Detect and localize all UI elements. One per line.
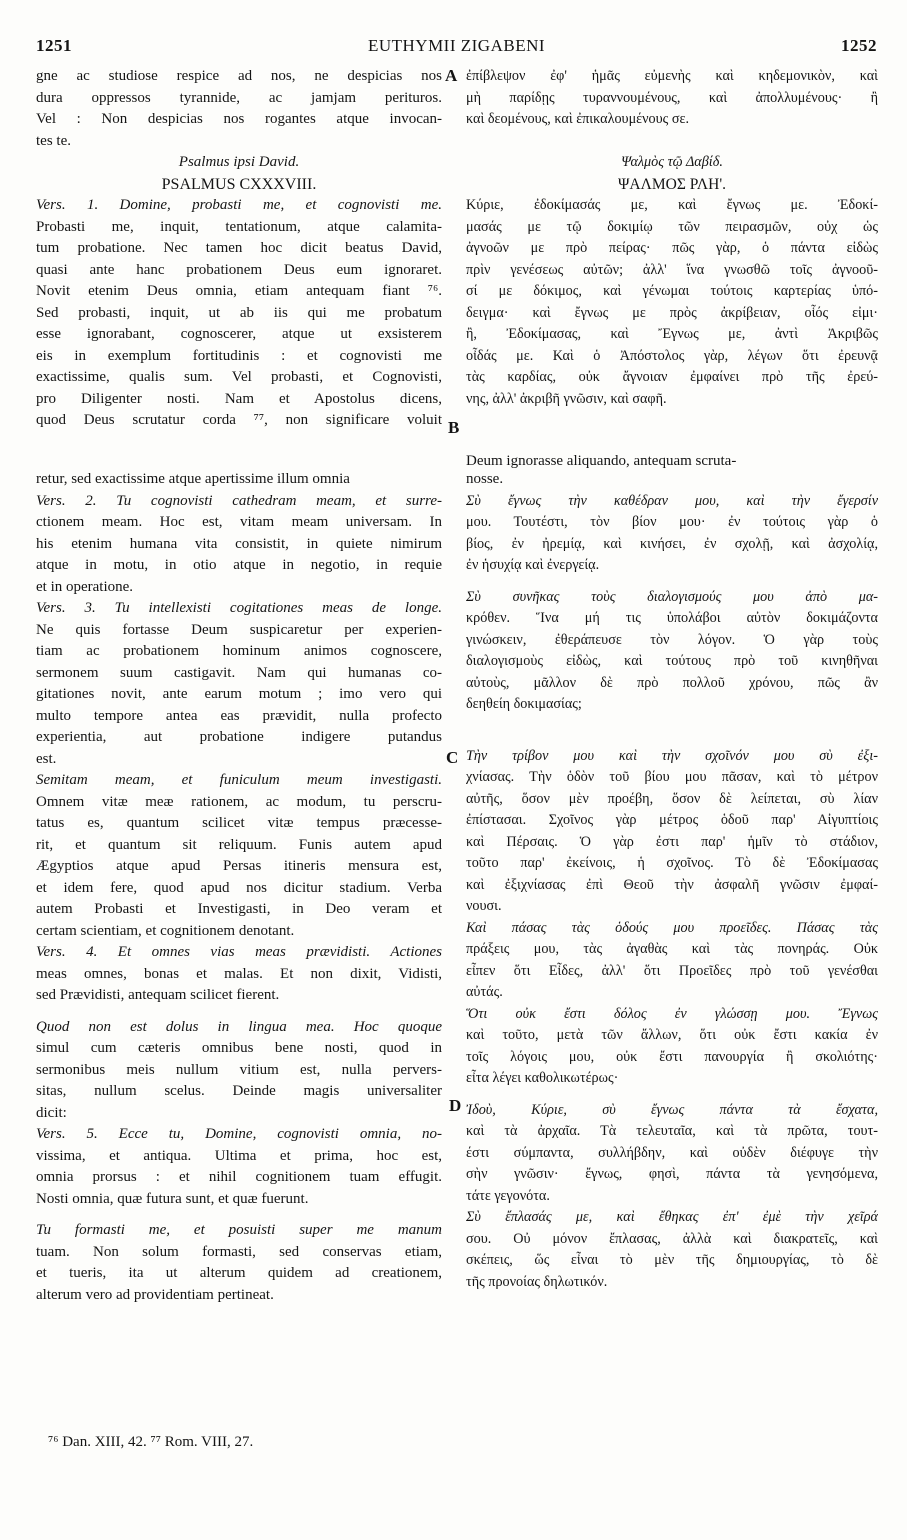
greek-column: [466, 66, 878, 410]
latin-line: atque in motu, in otio atque in negotio, in requie: [36, 557, 442, 573]
greek-line: Σὺ συνῆκας τοὺς διαλογισμούς μου ἀπὸ μα-: [466, 588, 878, 605]
latin-line: est.: [36, 750, 57, 767]
latin-line: exactissime, qualis sum. Vel probasti, et Cognovisti,: [36, 369, 442, 385]
page-number-left: 1251: [36, 36, 72, 55]
latin-line: alterum vero ad providentiam pertineat.: [36, 1286, 274, 1303]
latin-psalm-heading: PSALMUS CXXXVIII.: [161, 175, 317, 193]
greek-line: αὐτοὺς, μᾶλλον δὲ πρὸ πολλοῦ χρόνου, πῶς ἂν: [466, 674, 878, 691]
greek-line: εἶτα λέγει καθολικωτέρως·: [466, 1070, 619, 1086]
latin-line: Semitam meam, et funiculum meum investigasti.: [36, 772, 442, 788]
latin-line: dura oppressos tyrannide, ac jamjam perituros.: [36, 89, 442, 106]
greek-line: Σὺ ἔπλασάς με, καὶ ἔθηκας ἐπ' ἐμὲ τὴν χεῖρά: [466, 1209, 878, 1225]
greek-line: καὶ τὰ ἀρχαῖα. Τὰ τελευταῖα, καὶ τὰ πρῶτα, τουτ-: [466, 1123, 878, 1139]
greek-line: Καὶ πάσας τὰς ὁδούς μου προεῖδες. Πάσας τὰς: [466, 919, 878, 936]
greek-line: μασάς με τῷ δοκιμίῳ τῶν πειρασμῶν, οὐχ ὡς: [466, 218, 878, 235]
latin-line: Vers. 4. Et omnes vias meas prævidisti. Actiones: [36, 944, 442, 960]
greek-line: εἶπεν ὅτι Εἶδες, ἀλλ' ὅτι Προεῖδες πρὸ τοῦ γενέσθαι: [466, 962, 878, 979]
greek-line: χνίασας. Τὴν ὁδὸν τοῦ βίου μου πᾶσαν, καὶ τὸ μέτρον: [466, 769, 878, 785]
latin-line: tuam. Non solum formasti, sed conservas etiam,: [36, 1243, 442, 1260]
greek-line: ἐπίβλεψον ἐφ' ἡμᾶς εὐμενὴς καὶ κηδεμονικὸν, καὶ: [466, 68, 878, 84]
latin-line: experientia, aut probatione indigere putandus: [36, 729, 442, 745]
greek-line: πράξεις μου, τὰς ἀγαθὰς καὶ τὰς πονηράς. Οὐκ: [466, 941, 878, 957]
latin-line: his etenim humana vita consistit, in quiete nimirum: [36, 535, 442, 552]
greek-line: Σὺ ἔγνως τὴν καθέδραν μου, καὶ τὴν ἔγερσίν: [466, 492, 878, 509]
latin-line: et idem fere, quod apud nos dicitur stadium. Verba: [36, 879, 442, 896]
latin-line: dicit:: [36, 1104, 67, 1121]
greek-line: δειγμα· καὶ ἔγνως με πρὸς ἀκρίβειαν, οἷός εἰμι·: [466, 304, 878, 321]
greek-line: καὶ Πέρσαις. Ὁ γὰρ ἐστι παρ' ἡμῖν τὸ στάδιον,: [466, 833, 878, 850]
latin-line: Quod non est dolus in lingua mea. Hoc quoque: [36, 1018, 442, 1035]
latin-line: tum probatione. Nec tamen hoc dicit beatus David,: [36, 240, 442, 256]
latin-line: Sed probasti, inquit, ut ab iis qui me probatum: [36, 304, 442, 321]
margin-letter-d: D: [449, 1096, 462, 1115]
margin-letter-c: C: [446, 748, 459, 767]
latin-line: ctionem meam. Hoc est, vitam meam universam. In: [36, 514, 442, 530]
greek-line: ἐπίστασαι. Σχοῖνος γὰρ μέτρος ὁδοῦ παρ' Αἰγυπτίοις: [466, 812, 878, 828]
greek-line: καὶ τοῦτο, μετὰ τῶν ἄλλων, ὅτι οὐκ ἔστι κακία ἐν: [466, 1027, 878, 1043]
latin-column-lower: [36, 469, 442, 1306]
latin-line: Vers. 3. Tu intellexisti cogitationes meas de longe.: [36, 600, 442, 616]
latin-line: gitationes novit, ante earum motum ; imo vero qui: [36, 686, 442, 702]
running-header: [36, 36, 877, 60]
greek-line: νης, ἀλλ' ἀκριβῆ γνῶσιν, καὶ σαφῆ.: [466, 390, 667, 407]
latin-line: Tu formasti me, et posuisti super me manum: [36, 1222, 442, 1238]
greek-line: τοῖς λόγοις μου, οὐκ ἔστι πανουργία ἢ σκολιότης·: [466, 1048, 878, 1065]
latin-line: quod Deus scrutatur corda ⁷⁷, non significare voluit: [36, 412, 442, 428]
latin-line: sitas, nullum scelus. Deinde magis universaliter: [36, 1083, 442, 1099]
latin-line-continuation: Deum ignorasse aliquando, antequam scruta-: [466, 453, 737, 469]
latin-line: omnia prorsus : et nihil cognitionem tuam effugit.: [36, 1169, 442, 1185]
greek-line: νουσι.: [466, 898, 502, 914]
greek-line: καὶ ἐξιχνίασας ἐπὶ Θεοῦ τὴν ἀσφαλῆ γνῶσιν ἐμφαί-: [466, 876, 878, 893]
greek-line: πρὶν γενέσεως αὐτῶν; ἀλλ' ἵνα γνωσθῶ τοῖς ἀγνοοῦ-: [466, 261, 878, 278]
greek-line: σὴν γνῶσιν· ἔγνως, φησὶ, πάντα τὰ γενησόμενα,: [466, 1166, 878, 1182]
greek-line: Ἰδοὺ, Κύριε, σὺ ἔγνως πάντα τὰ ἔσχατα,: [466, 1101, 878, 1118]
greek-line: τὰς καρδίας, οὐκ ἄγνοιαν ἐμφαίνει πρὸ τῆς ἐρεύ-: [466, 369, 878, 385]
greek-line: nosse.: [466, 471, 504, 487]
latin-line: Nosti omnia, quæ futura sunt, et quæ fuerunt.: [36, 1190, 309, 1207]
greek-line: ἢ, Ἐδοκίμασας, καὶ Ἔγνως με, ἀντὶ Ἀκριβῶς: [466, 326, 878, 342]
latin-line: sermonem suum castigavit. Nam qui humanas co-: [36, 664, 442, 681]
latin-line: simul cum cæteris omnibus bene nosti, quod in: [36, 1040, 442, 1056]
latin-line: Vers. 2. Tu cognovisti cathedram meam, et surre-: [36, 492, 442, 509]
latin-line: Probasti me, inquit, tentationum, atque calamita-: [36, 218, 442, 235]
latin-column: [36, 66, 442, 432]
latin-line: Vers. 1. Domine, probasti me, et cognovisti me.: [36, 197, 442, 213]
greek-line: κρόθεν. Ἵνα μή τις ὑπολάβοι αὐτὸν δοκιμάζοντα: [466, 610, 878, 626]
running-title: EUTHYMII ZIGABENI: [367, 36, 546, 55]
greek-line: αὐτῆς, ὅσον μὲν προέβη, ὅσον δὲ λείπεται, σὺ λίαν: [466, 790, 878, 807]
greek-line: καὶ δεομένους, καὶ ἐπικαλουμένους σε.: [466, 111, 689, 127]
latin-line: Ægyptios atque apud Persas itineris mensura est,: [36, 858, 442, 874]
greek-line: τάτε γεγονότα.: [466, 1187, 550, 1204]
greek-line: τῆς προνοίας δηλωτικόν.: [466, 1273, 608, 1290]
latin-line: tes te.: [36, 132, 71, 149]
margin-letter-b: B: [448, 418, 460, 437]
latin-psalm-subtitle: Psalmus ipsi David.: [178, 154, 300, 170]
latin-line: sed Prævidisti, antequam scilicet fierent.: [36, 987, 280, 1003]
greek-psalm-subtitle: Ψαλμὸς τῷ Δαβίδ.: [621, 154, 723, 170]
latin-line: autem Probasti et Investigasti, in Deo veram et: [36, 901, 442, 917]
greek-line: οἶδάς με. Καὶ ὁ Ἀπόστολος γὰρ, λέγων ὅτι ἐρευνᾷ: [466, 347, 878, 364]
greek-line: διαλογισμοὺς εἰδὼς, καὶ τούτους πρὸ τοῦ κινηθῆναι: [466, 653, 878, 669]
greek-line: σου. Οὐ μόνον ἔπλασας, ἀλλὰ καὶ διακρατεῖς, καὶ: [466, 1230, 878, 1247]
latin-line: vissima, et antiqua. Ultima et prima, hoc est,: [36, 1147, 442, 1164]
greek-line: ἐν ἡσυχίᾳ καὶ ἐνεργείᾳ.: [466, 557, 600, 573]
latin-line: retur, sed exactissime atque apertissime illum omnia: [36, 471, 350, 487]
greek-line: μου. Τουτέστι, τὸν βίον μου· ἐν τούτοις γὰρ ὁ: [466, 514, 878, 530]
greek-line: Τὴν τρίβον μου καὶ τὴν σχοῖνόν μου σὺ ἐξι-: [466, 747, 878, 764]
page-number-right: 1252: [841, 36, 877, 55]
greek-line: ἀγνοῶν με πρὸ πείρας· πῶς γὰρ, ὁ πάντα εἰδὼς: [466, 240, 878, 256]
latin-line: Ne quis fortasse Deum suspicaretur per experien-: [36, 621, 442, 638]
greek-line: σί με δόκιμος, καὶ γένωμαι τούτοις καρτερίας ὑπό-: [466, 283, 878, 299]
latin-line: Vel : Non despicias nos rogantes atque invocan-: [36, 111, 442, 127]
latin-line: eis in exemplum fortitudinis : et cognovisti me: [36, 347, 442, 364]
latin-line: tiam ac probationem hominum animos cognoscere,: [36, 643, 442, 659]
greek-line: γινώσκειν, ἐθεράπευσε τὸν λόγον. Ὁ γὰρ τοὺς: [466, 631, 878, 648]
latin-line: et in operatione.: [36, 578, 134, 595]
latin-line: certam scientiam, et cognitionem denotant.: [36, 922, 295, 939]
latin-line: et tueris, ita ut alterum quidem ad creationem,: [36, 1265, 442, 1281]
latin-line: Omnem vitæ meæ rationem, ac modum, tu perscru-: [36, 793, 442, 810]
latin-line: gne ac studiose respice ad nos, ne despicias nos: [36, 68, 442, 84]
latin-line: multo tempore antea eas prævidit, nulla profecto: [36, 707, 442, 724]
greek-psalm-heading: ΨΑΛΜΟΣ ΡΛΗ'.: [617, 175, 727, 193]
latin-line: Vers. 5. Ecce tu, Domine, cognovisti omnia, no-: [36, 1126, 442, 1142]
greek-line: σκέπεις, ὥς εἶναι τὸ μὲν τῆς δημιουργίας, τὸ δὲ: [466, 1252, 878, 1268]
latin-line: quasi ante hanc probationem Deus eum ignoraret.: [36, 261, 442, 278]
greek-line: βίος, ἐν ἠρεμίᾳ, καὶ κινήσει, ἐν σχολῇ, καὶ ἀσχολίᾳ,: [466, 535, 878, 552]
greek-line: μὴ παρίδῃς τυραννουμένους, καὶ ἀπολλυμένους· ἢ: [466, 89, 878, 106]
footnotes: ⁷⁶ Dan. XIII, 42. ⁷⁷ Rom. VIII, 27.: [48, 1434, 254, 1450]
greek-line: Ὅτι οὐκ ἔστι δόλος ἐν γλώσσῃ μου. Ἔγνως: [466, 1005, 878, 1022]
greek-column-lower: [466, 469, 878, 1293]
latin-line: meas omnes, bonas et malas. Et non dixit, Vidisti,: [36, 965, 442, 982]
latin-line: sermonibus meis nullum vitium est, nulla pervers-: [36, 1061, 442, 1078]
latin-line: tatus es, quantum scilicet vitæ tempus præcesse-: [36, 815, 442, 831]
greek-line: τοῦτο παρ' ἐκείνοις, ἡ σχοῖνος. Τὸ δὲ Ἐδοκίμασας: [466, 855, 878, 871]
margin-letter-a: A: [445, 66, 458, 85]
latin-line: rit, et quantum sit reliquum. Funis autem apud: [36, 836, 442, 853]
latin-line: Novit etenim Deus omnia, etiam antequam fiant ⁷⁶.: [36, 283, 442, 299]
latin-line: pro Diligenter nosti. Nam et Apostolus dicens,: [36, 390, 442, 407]
greek-line: Κύριε, ἐδοκίμασάς με, καὶ ἔγνως με. Ἐδοκί-: [466, 197, 878, 213]
greek-line: δεηθείη δοκιμασίας;: [466, 696, 582, 712]
greek-line: έστι σύμπαντα, συλλήβδην, καὶ οὐδὲν διέφυγε τὴν: [466, 1144, 878, 1161]
latin-line: esse ignorabant, cognoscerer, atque ut exsisterem: [36, 326, 442, 342]
greek-line: αὐτάς.: [466, 984, 503, 1000]
